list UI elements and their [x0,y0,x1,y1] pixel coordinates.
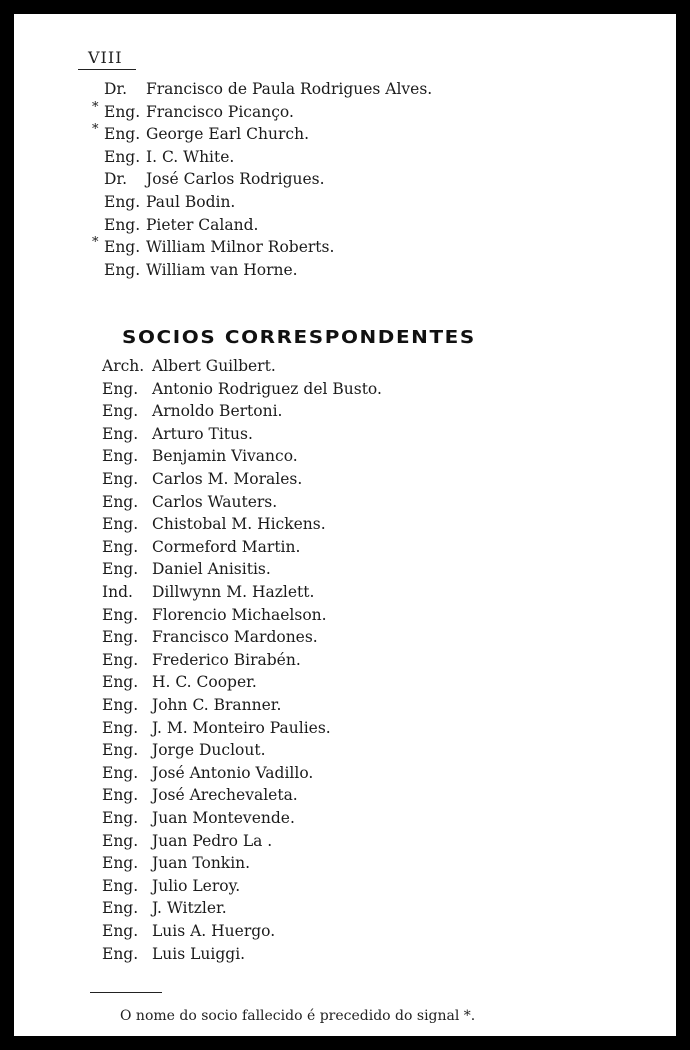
deceased-marker: * [92,235,99,251]
list-item [92,920,612,942]
member-title: Dr. [104,80,128,98]
member-name: Albert Guilbert. [152,357,276,375]
member-name: Paul Bodin. [146,193,236,211]
list-item [92,400,612,422]
member-name: I. C. White. [146,147,235,166]
member-title: Dr. [104,170,128,189]
list-item [92,259,612,281]
deceased-marker: * [92,122,99,138]
member-name: Dillwynn M. Hazlett. [152,583,315,601]
member-name: Carlos Wauters. [152,492,278,511]
member-name: Luis Luiggi. [152,944,246,963]
member-title: Eng. [102,763,139,782]
list-item [92,491,612,513]
page-number: VIII [88,48,123,67]
member-title: Ind. [102,583,133,601]
member-name: Arnoldo Bertoni. [152,402,283,421]
member-title: Eng. [102,650,139,669]
member-name: George Earl Church. [146,125,309,144]
footnote-rule [90,992,162,993]
list-item [92,897,612,919]
list-item [92,101,612,123]
member-title: Eng. [102,854,139,873]
list-item [92,717,612,739]
member-name: William Milnor Roberts. [146,238,335,257]
list-item [92,214,612,236]
member-name: José Arechevaleta. [152,786,298,805]
list-item [92,943,612,965]
list-item [92,604,612,626]
member-name: Francisco Picanço. [146,102,294,121]
member-title: Eng. [102,605,139,624]
member-name: Juan Pedro La . [152,831,273,850]
list-item [92,355,612,377]
list-item [92,581,612,603]
member-name: J. M. Monteiro Paulies. [152,718,331,737]
list-item [92,807,612,829]
list-item [92,78,612,100]
member-title: Eng. [104,102,141,121]
member-title: Eng. [102,718,139,737]
member-title: Eng. [104,147,141,166]
member-title: Eng. [102,673,139,692]
member-title: Eng. [102,944,139,963]
member-name: Francisco Mardones. [152,628,318,647]
member-title: Eng. [102,492,139,511]
member-title: Eng. [102,831,139,850]
member-title: Eng. [102,696,139,714]
document-page [14,14,676,1036]
member-title: Eng. [104,260,141,279]
member-title: Eng. [102,515,139,534]
member-name: Frederico Birabén. [152,650,301,669]
member-name: Daniel Anisitis. [152,560,271,579]
member-title: Eng. [102,741,139,760]
member-title: Eng. [102,424,139,443]
member-name: Francisco de Paula Rodrigues Alves. [146,80,433,98]
list-item [92,146,612,168]
list-item [92,445,612,467]
member-title: Eng. [102,922,139,940]
member-name: William van Horne. [146,260,298,279]
deceased-marker: * [92,99,99,115]
member-title: Eng. [102,402,139,421]
list-item [92,236,612,258]
member-name: Pieter Caland. [146,215,259,234]
list-item [92,852,612,874]
member-name: Juan Montevende. [152,809,295,827]
list-item [92,739,612,761]
member-title: Eng. [104,125,141,144]
footnote: O nome do socio fallecido é precedido do signal *. [120,1008,476,1024]
member-title: Eng. [102,379,139,398]
list-item [92,626,612,648]
member-title: Eng. [102,560,139,579]
member-title: Eng. [102,537,139,556]
member-name: Cormeford Martin. [152,537,301,556]
member-name: John C. Branner. [152,696,282,714]
member-title: Eng. [104,215,141,234]
member-title: Eng. [102,809,139,827]
member-title: Eng. [104,238,141,257]
list-item [92,558,612,580]
member-name: Antonio Rodriguez del Busto. [152,379,382,398]
member-name: Julio Leroy. [152,876,241,895]
member-name: Jorge Duclout. [152,741,266,760]
member-title: Eng. [102,876,139,895]
list-item [92,423,612,445]
member-name: José Carlos Rodrigues. [146,170,325,189]
member-name: J. Witzler. [152,899,227,918]
list-item [92,536,612,558]
list-item [92,513,612,535]
list-item [92,694,612,716]
member-name: Carlos M. Morales. [152,470,303,488]
member-name: José Antonio Vadillo. [152,763,314,782]
member-title: Eng. [104,193,141,211]
member-name: Luis A. Huergo. [152,922,276,940]
page-number-rule [78,69,136,70]
list-item [92,191,612,213]
list-item [92,875,612,897]
list-item [92,468,612,490]
member-name: Juan Tonkin. [152,854,251,873]
member-title: Eng. [102,447,139,466]
list-item [92,671,612,693]
member-name: H. C. Cooper. [152,673,257,692]
member-title: Eng. [102,470,139,488]
list-item [92,378,612,400]
list-item [92,649,612,671]
member-name: Chistobal M. Hickens. [152,515,326,534]
member-title: Eng. [102,628,139,647]
member-name: Florencio Michaelson. [152,605,327,624]
member-name: Arturo Titus. [152,424,253,443]
member-title: Eng. [102,786,139,805]
list-item [92,784,612,806]
member-title: Arch. [102,357,145,375]
list-item [92,168,612,190]
list-item [92,830,612,852]
member-title: Eng. [102,899,139,918]
list-item [92,762,612,784]
list-item [92,123,612,145]
member-name: Benjamin Vivanco. [152,447,298,466]
section-heading: SOCIOS CORRESPONDENTES [122,328,476,348]
